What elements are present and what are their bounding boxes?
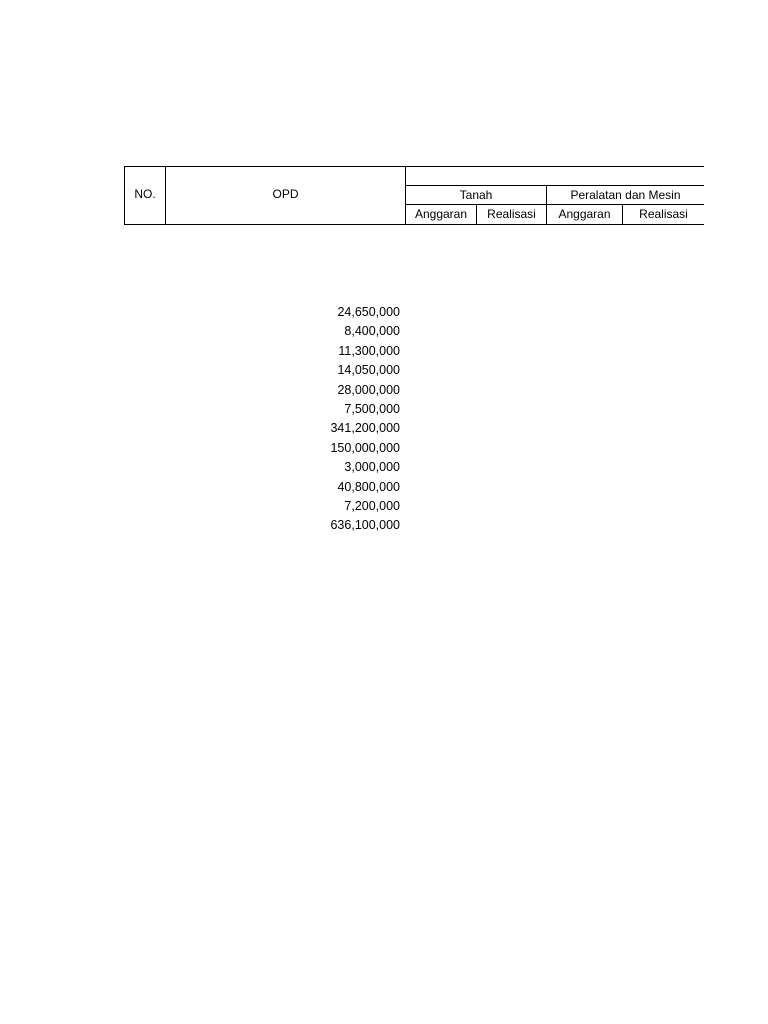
header-opd: OPD	[272, 187, 299, 201]
amount-value: 341,200,000	[330, 421, 400, 436]
header-group-tanah: Tanah	[459, 188, 493, 202]
amount-value: 7,500,000	[344, 401, 400, 416]
amount-value: 40,800,000	[337, 479, 400, 494]
amount-column	[280, 303, 400, 536]
header-group-peralatan: Peralatan dan Mesin	[570, 188, 681, 202]
header-peralatan-anggaran: Anggaran	[558, 207, 611, 221]
header-top-border	[124, 166, 704, 167]
amount-value: 7,200,000	[344, 498, 400, 513]
header-no: NO.	[134, 187, 156, 201]
header-tanah-anggaran: Anggaran	[414, 207, 468, 221]
header-peralatan-realisasi: Realisasi	[639, 207, 688, 221]
header-tanah-realisasi: Realisasi	[487, 207, 536, 221]
amount-value: 14,050,000	[337, 363, 400, 378]
amount-value: 11,300,000	[338, 343, 400, 358]
amount-value: 28,000,000	[337, 382, 400, 397]
header-bottom-border	[124, 224, 704, 225]
group-top-border	[405, 185, 704, 186]
amount-value: 150,000,000	[330, 440, 400, 455]
amount-value: 24,650,000	[337, 305, 400, 319]
table-header	[124, 166, 704, 225]
subheader-top-border	[405, 204, 704, 205]
amount-value: 636,100,000	[330, 518, 400, 533]
amount-value: 8,400,000	[344, 324, 400, 339]
amount-value: 3,000,000	[344, 460, 400, 475]
